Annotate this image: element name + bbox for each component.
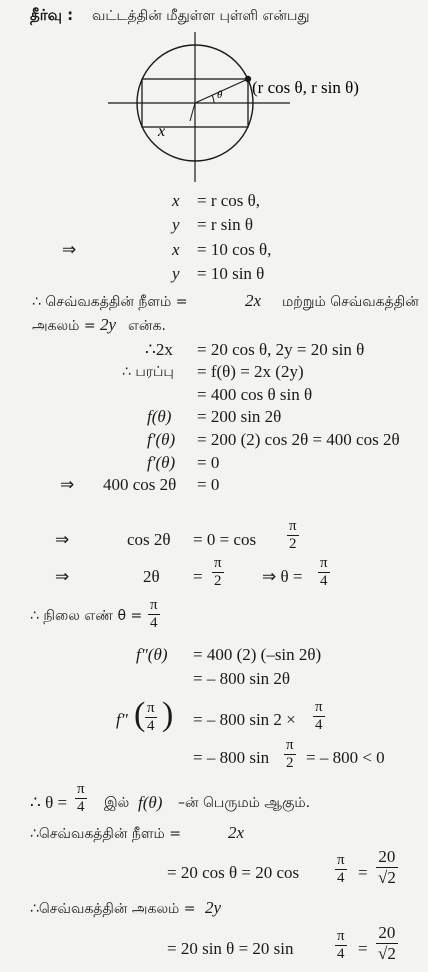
implies-arrow: ⇒: [62, 240, 77, 259]
implies-arrow: ⇒: [55, 530, 70, 549]
width-value: = 20 sin θ = 20 sin: [167, 939, 294, 958]
eq-rhs: = 0: [197, 475, 220, 494]
conclusion-text: இல்: [104, 795, 130, 811]
eq-rhs: = – 800 sin 2θ: [193, 669, 291, 688]
denominator: 4: [315, 717, 323, 733]
intro-text: வட்டத்தின் மீதுள்ள புள்ளி என்பது: [92, 8, 310, 24]
eq-lhs: 2θ: [143, 567, 160, 586]
side-label: x: [158, 123, 166, 140]
fraction-pi-over-2: [284, 737, 296, 772]
denominator: √2: [378, 868, 396, 887]
denominator: 4: [77, 799, 85, 815]
width-label: ∴செவ்வகத்தின் அகலம் =: [30, 901, 196, 917]
eq-rhs: = 10 cos θ,: [197, 240, 272, 259]
eq-lhs: f(θ): [147, 407, 172, 426]
denominator: 2: [289, 536, 297, 552]
numerator: π: [77, 781, 85, 797]
eq-lhs: f″(θ): [136, 645, 168, 664]
angle-arc: [212, 95, 214, 103]
eq-rhs: = 400 (2) (–sin 2θ): [193, 645, 322, 664]
implies-arrow: ⇒: [60, 475, 75, 494]
eq-lhs: ∴2x: [145, 340, 173, 359]
eq-lhs: x: [172, 240, 180, 259]
point-label: (r cos θ, r sin θ): [252, 78, 359, 97]
let-math: 2y: [100, 315, 117, 334]
theta-eq: ∴ θ =: [30, 793, 68, 812]
numerator: π: [315, 699, 323, 715]
eq-sign: =: [193, 567, 203, 586]
numerator: π: [147, 700, 155, 716]
numerator: π: [150, 597, 158, 613]
eq-rhs: = 200 sin 2θ: [197, 407, 282, 426]
conclusion-text: –ன் பெருமம் ஆகும்.: [178, 795, 311, 811]
numerator: π: [337, 928, 345, 944]
eq-rhs: = 10 sin θ: [197, 264, 265, 283]
numerator: π: [320, 555, 328, 571]
eq-sign: =: [358, 863, 368, 882]
eq-lhs: f′(θ): [147, 453, 176, 472]
let-text: என்க.: [128, 318, 166, 334]
critical-point-label: ∴ நிலை எண் θ =: [30, 608, 143, 624]
circle-rectangle-diagram: [0, 0, 428, 200]
width-math: 2y: [205, 898, 222, 917]
eq-lhs: y: [172, 264, 180, 283]
denominator: 4: [150, 615, 158, 631]
numerator: π: [214, 555, 222, 571]
length-math: 2x: [228, 823, 245, 842]
eq-lhs: y: [172, 215, 180, 234]
fraction-pi-over-2: [287, 518, 299, 553]
left-paren: (: [134, 696, 146, 733]
numerator: π: [289, 518, 297, 534]
fraction-pi-over-2: [212, 555, 224, 590]
denominator: 4: [320, 573, 328, 589]
eq-rhs: = – 800 < 0: [306, 748, 385, 767]
solution-label: தீர்வு :: [30, 6, 74, 24]
eq-rhs: = f(θ) = 2x (2y): [197, 362, 304, 381]
area-label: ∴ பரப்பு: [122, 364, 174, 380]
point-marker: [245, 76, 251, 82]
let-text: ∴ செவ்வகத்தின் நீளம் =: [32, 294, 188, 310]
angle-label: θ: [217, 89, 223, 101]
denominator: 2: [214, 573, 222, 589]
let-math: 2x: [245, 291, 262, 310]
eq-rhs: = 20 cos θ, 2y = 20 sin θ: [197, 340, 365, 359]
denominator: 4: [337, 870, 345, 886]
numerator: 20: [378, 847, 396, 866]
eq-lhs: 400 cos 2θ: [103, 475, 177, 494]
denominator: 2: [286, 755, 294, 771]
eq-rhs: = r cos θ,: [197, 191, 261, 210]
denominator: √2: [378, 944, 396, 963]
numerator: π: [286, 737, 294, 753]
eq-sign: =: [358, 939, 368, 958]
right-paren: ): [162, 696, 174, 733]
implies-arrow: ⇒: [55, 567, 70, 586]
let-text: அகலம் =: [32, 318, 96, 334]
denominator: 4: [147, 718, 155, 734]
eq-rhs: = – 800 sin: [193, 748, 270, 767]
fraction-pi-over-4: [318, 555, 330, 590]
eq-lhs: f′(θ): [147, 430, 176, 449]
function-label: f(θ): [138, 793, 163, 812]
eq-rhs: = 0: [197, 453, 220, 472]
fraction-pi-over-4: [145, 700, 157, 735]
eq-rhs: = r sin θ: [197, 215, 253, 234]
implies-theta: ⇒ θ =: [262, 567, 303, 586]
eq-rhs: = – 800 sin 2 ×: [193, 710, 296, 729]
length-label: ∴செவ்வகத்தின் நீளம் =: [30, 826, 181, 842]
fraction-pi-over-4: [335, 928, 347, 963]
inner-line: [190, 103, 195, 121]
length-value: = 20 cos θ = 20 cos: [167, 863, 300, 882]
eq-rhs: = 0 = cos: [193, 530, 257, 549]
eq-rhs: = 200 (2) cos 2θ = 400 cos 2θ: [197, 430, 400, 449]
numerator: 20: [378, 923, 396, 942]
eq-lhs: x: [172, 191, 180, 210]
fraction-pi-over-4: [313, 699, 325, 734]
let-text: மற்றும் செவ்வகத்தின்: [282, 294, 419, 310]
denominator: 4: [337, 946, 345, 962]
eq-rhs: = 400 cos θ sin θ: [197, 385, 313, 404]
eq-lhs: f″: [116, 710, 128, 729]
fraction-pi-over-4: [335, 852, 347, 887]
fraction-20-over-root2: [376, 847, 398, 888]
fraction-pi-over-4: [75, 781, 87, 816]
fraction-pi-over-4: [148, 597, 160, 632]
fraction-20-over-root2: [376, 923, 398, 964]
numerator: π: [337, 852, 345, 868]
eq-lhs: cos 2θ: [127, 530, 171, 549]
